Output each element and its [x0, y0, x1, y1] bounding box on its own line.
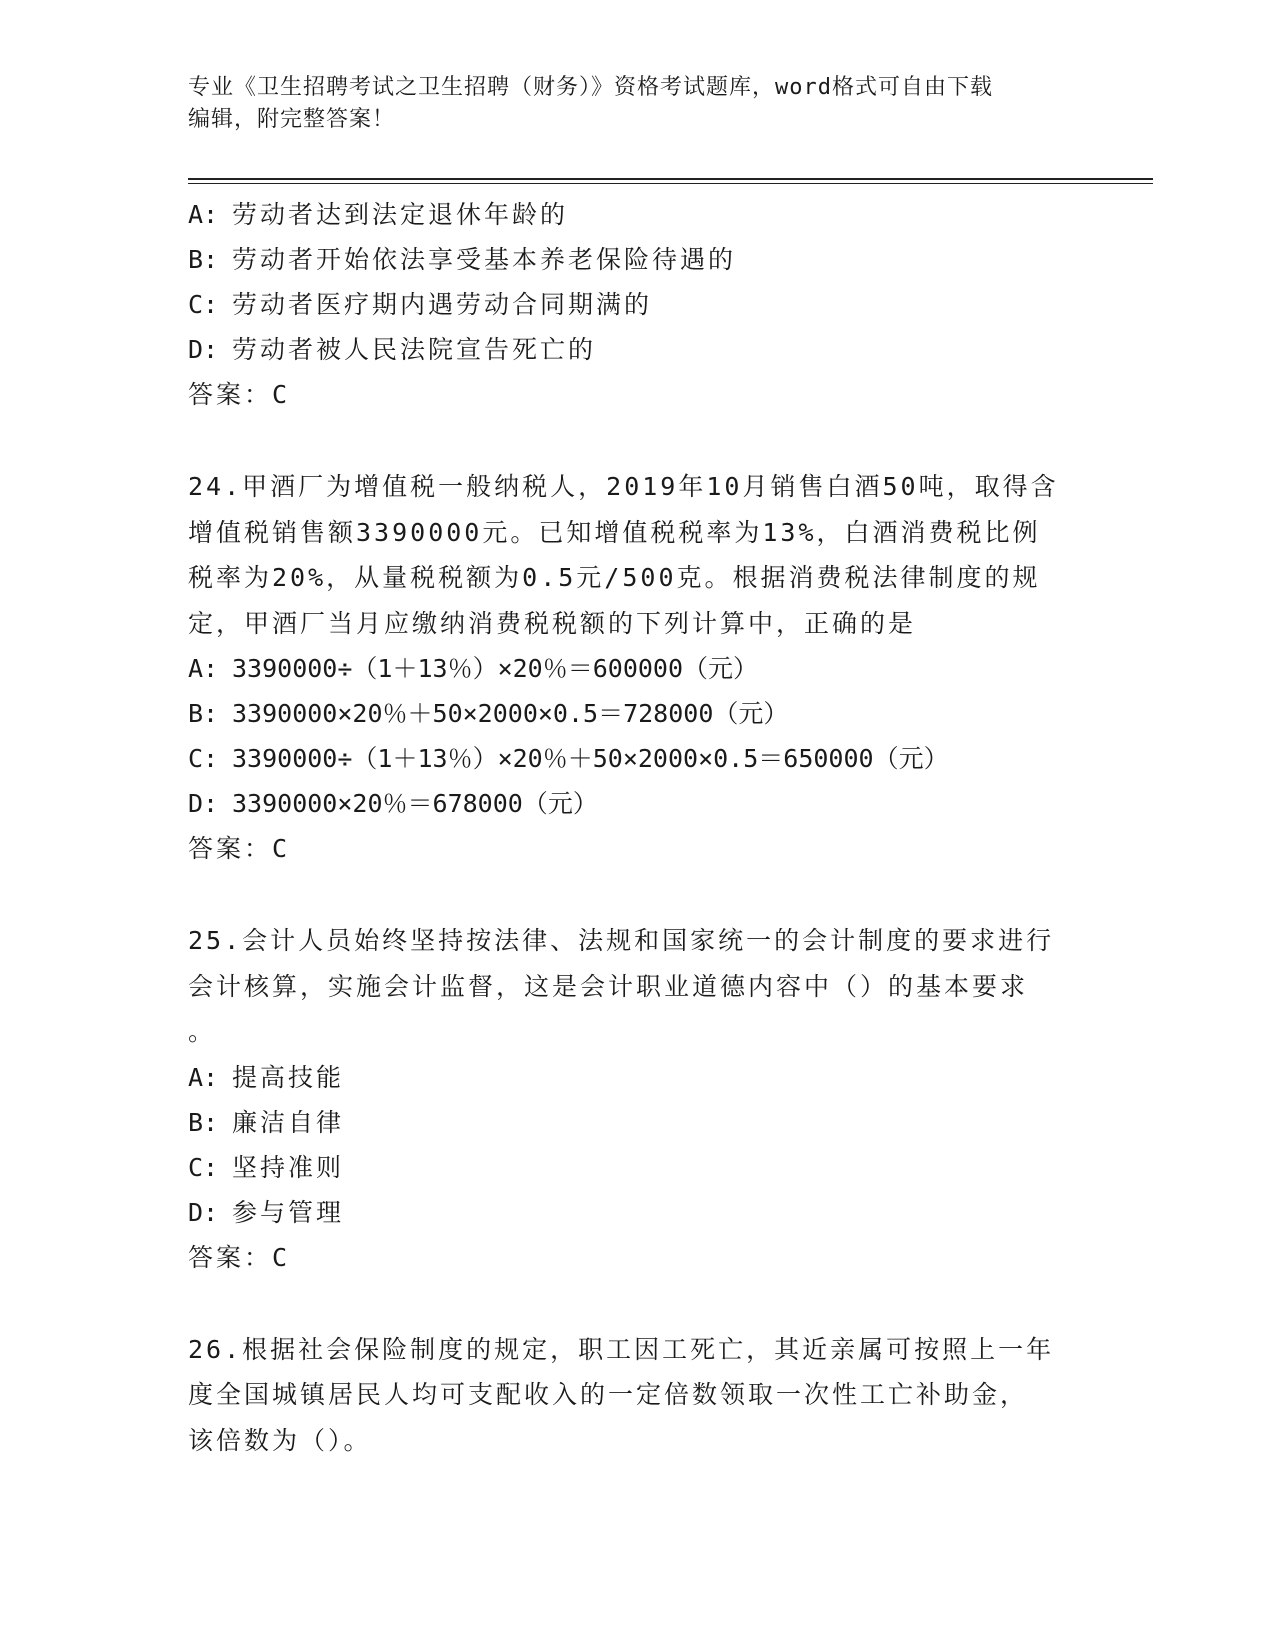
option-c: C: 劳动者医疗期内遇劳动合同期满的 — [188, 290, 653, 319]
option-b: B: 廉洁自律 — [188, 1107, 345, 1137]
question-text-line: 25.会计人员始终坚持按法律、法规和国家统一的会计制度的要求进行 — [188, 926, 1055, 955]
header-line-1: 专业《卫生招聘考试之卫生招聘（财务）》资格考试题库，word格式可自由下载 — [188, 75, 993, 100]
question-26 — [188, 1327, 1088, 1464]
option-a: A: 3390000÷（1＋13％）×20％＝600000（元） — [188, 654, 759, 683]
question-text-line: 26.根据社会保险制度的规定，职工因工死亡，其近亲属可按照上一年 — [188, 1334, 1055, 1364]
option-c: C: 3390000÷（1＋13％）×20％＋50×2000×0.5＝650000（元） — [188, 744, 949, 773]
question-text-line: 度全国城镇居民人均可支配收入的一定倍数领取一次性工亡补助金， — [188, 1380, 1029, 1409]
header-line-2: 编辑，附完整答案！ — [188, 107, 396, 132]
option-a: A: 劳动者达到法定退休年龄的 — [188, 200, 569, 229]
option-d: D: 3390000×20％＝678000（元） — [188, 789, 598, 818]
answer-line: 答案：C — [188, 380, 291, 409]
question-text-line: 24.甲酒厂为增值税一般纳税人，2019年10月销售白酒50吨，取得含 — [188, 472, 1059, 501]
question-content — [188, 192, 1088, 1463]
question-24 — [188, 464, 1088, 872]
option-d: D: 劳动者被人民法院宣告死亡的 — [188, 335, 597, 364]
question-text-line: 会计核算，实施会计监督，这是会计职业道德内容中（）的基本要求 — [188, 971, 1029, 1001]
question-text-line: 增值税销售额3390000元。已知增值税税率为13%，白酒消费税比例 — [188, 517, 1041, 547]
question-text-line: 税率为20%，从量税税额为0.5元/500克。根据消费税法律制度的规 — [188, 563, 1041, 592]
answer-line: 答案：C — [188, 1242, 291, 1272]
answer-line: 答案：C — [188, 834, 291, 863]
header-divider — [188, 178, 1153, 180]
option-d: D: 参与管理 — [188, 1197, 345, 1227]
option-b: B: 3390000×20％＋50×2000×0.5＝728000（元） — [188, 699, 789, 728]
question-text-line: 。 — [188, 1017, 217, 1046]
option-b: B: 劳动者开始依法享受基本养老保险待遇的 — [188, 245, 737, 274]
question-text-line: 该倍数为（）。 — [188, 1425, 372, 1455]
option-a: A: 提高技能 — [188, 1062, 345, 1092]
header-divider-thin — [188, 183, 1153, 184]
question-text-line: 定，甲酒厂当月应缴纳消费税税额的下列计算中，正确的是 — [188, 608, 917, 638]
document-header — [188, 72, 1088, 136]
option-c: C: 坚持准则 — [188, 1152, 345, 1182]
question-prev-block — [188, 192, 1088, 418]
question-25 — [188, 918, 1088, 1281]
